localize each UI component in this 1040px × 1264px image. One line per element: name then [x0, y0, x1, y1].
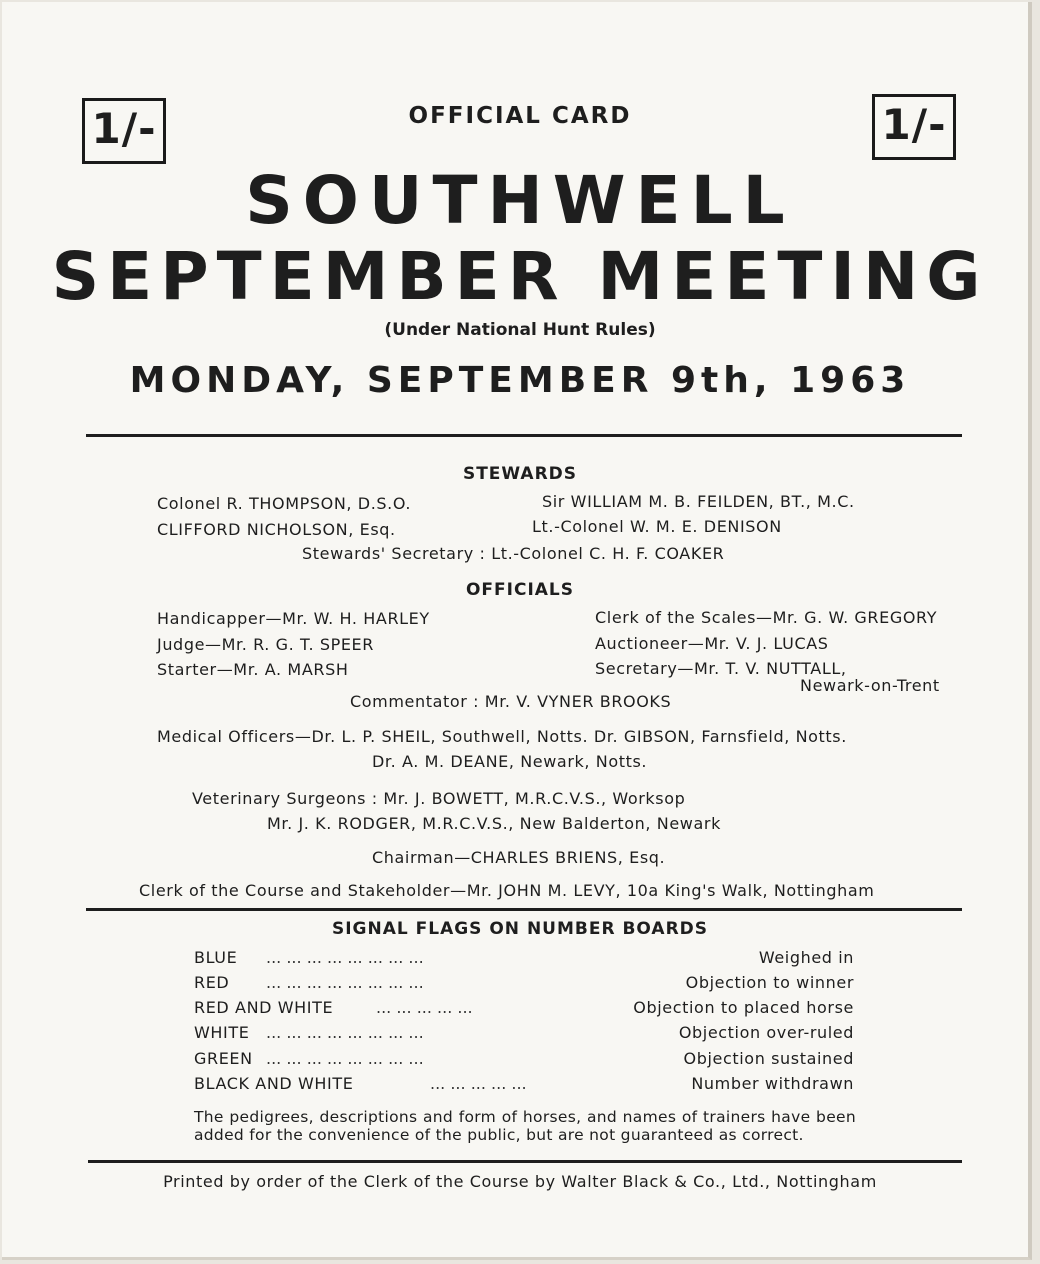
title-september-meeting: SEPTEMBER MEETING — [51, 238, 989, 315]
pedigree-disclaimer: The pedigrees, descriptions and form of horses, and names of trainers have been added for the convenience of the public, but are not guaranteed as correct. — [194, 1108, 856, 1144]
flag-row-blue — [194, 948, 854, 970]
flag-row-green — [194, 1049, 854, 1071]
divider-bottom — [88, 1160, 962, 1163]
flag-dots: ... ... ... ... ... — [430, 1074, 527, 1093]
steward-right-1: Sir WILLIAM M. B. FEILDEN, BT., M.C. — [542, 492, 855, 511]
flag-dots: ... ... ... ... ... ... ... ... — [266, 948, 424, 967]
flag-row-black-and-white — [194, 1074, 854, 1096]
race-card — [2, 2, 1032, 1260]
flag-meaning: Objection sustained — [683, 1049, 854, 1068]
printer-credit: Printed by order of the Clerk of the Course by Walter Black & Co., Ltd., Nottingham — [163, 1172, 877, 1191]
official-secretary-town: Newark-on-Trent — [800, 676, 940, 695]
flag-dots: ... ... ... ... ... ... ... ... — [266, 973, 424, 992]
veterinary-surgeons-2: Mr. J. K. RODGER, M.R.C.V.S., New Balderton, Newark — [267, 814, 721, 833]
official-starter: Starter—Mr. A. MARSH — [157, 660, 349, 679]
flag-colour: GREEN — [194, 1049, 253, 1068]
price-box-left: 1/- — [82, 98, 166, 164]
veterinary-surgeons-1: Veterinary Surgeons : Mr. J. BOWETT, M.R.C.V.S., Worksop — [192, 789, 686, 808]
signal-flags-heading: SIGNAL FLAGS ON NUMBER BOARDS — [331, 919, 709, 939]
subtitle-rules: (Under National Hunt Rules) — [384, 320, 656, 340]
flag-colour: BLACK AND WHITE — [194, 1074, 354, 1093]
meeting-date: MONDAY, SEPTEMBER 9th, 1963 — [129, 360, 911, 401]
steward-left-2: CLIFFORD NICHOLSON, Esq. — [157, 520, 396, 539]
flag-dots: ... ... ... ... ... ... ... ... — [266, 1049, 424, 1068]
chairman: Chairman—CHARLES BRIENS, Esq. — [372, 848, 666, 867]
official-card-label: OFFICIAL CARD — [408, 103, 632, 129]
flag-meaning: Objection to winner — [685, 973, 854, 992]
medical-officers-1: Medical Officers—Dr. L. P. SHEIL, Southwell, Notts. Dr. GIBSON, Farnsfield, Notts. — [157, 727, 847, 746]
flag-meaning: Objection over-ruled — [678, 1023, 854, 1042]
flag-meaning: Weighed in — [758, 948, 854, 967]
divider-top — [86, 434, 962, 437]
flag-meaning: Number withdrawn — [691, 1074, 854, 1093]
medical-officers-2: Dr. A. M. DEANE, Newark, Notts. — [372, 752, 648, 771]
flag-colour: WHITE — [194, 1023, 250, 1042]
flag-meaning: Objection to placed horse — [633, 998, 854, 1017]
flag-colour: RED — [194, 973, 230, 992]
stewards-secretary: Stewards' Secretary : Lt.-Colonel C. H. F. COAKER — [302, 544, 725, 563]
official-clerk-scales: Clerk of the Scales—Mr. G. W. GREGORY — [595, 608, 938, 627]
flag-row-white — [194, 1023, 854, 1045]
commentator: Commentator : Mr. V. VYNER BROOKS — [350, 692, 672, 711]
clerk-of-course: Clerk of the Course and Stakeholder—Mr. JOHN M. LEVY, 10a King's Walk, Nottingham — [139, 881, 875, 900]
flag-row-red — [194, 973, 854, 995]
stewards-heading: STEWARDS — [462, 464, 578, 484]
official-secretary: Secretary—Mr. T. V. NUTTALL, — [595, 659, 847, 678]
flag-dots: ... ... ... ... ... ... ... ... — [266, 1023, 424, 1042]
flag-colour: BLUE — [194, 948, 238, 967]
price-box-right: 1/- — [872, 94, 956, 160]
flag-row-red-and-white — [194, 998, 854, 1020]
officials-heading: OFFICIALS — [465, 580, 575, 600]
official-handicapper: Handicapper—Mr. W. H. HARLEY — [157, 609, 430, 628]
official-judge: Judge—Mr. R. G. T. SPEER — [157, 635, 374, 654]
flag-dots: ... ... ... ... ... — [376, 998, 473, 1017]
title-southwell: SOUTHWELL — [245, 162, 795, 239]
steward-left-1: Colonel R. THOMPSON, D.S.O. — [157, 494, 412, 513]
flag-colour: RED AND WHITE — [194, 998, 334, 1017]
steward-right-2: Lt.-Colonel W. M. E. DENISON — [532, 517, 782, 536]
divider-middle — [86, 908, 962, 911]
official-auctioneer: Auctioneer—Mr. V. J. LUCAS — [595, 634, 829, 653]
